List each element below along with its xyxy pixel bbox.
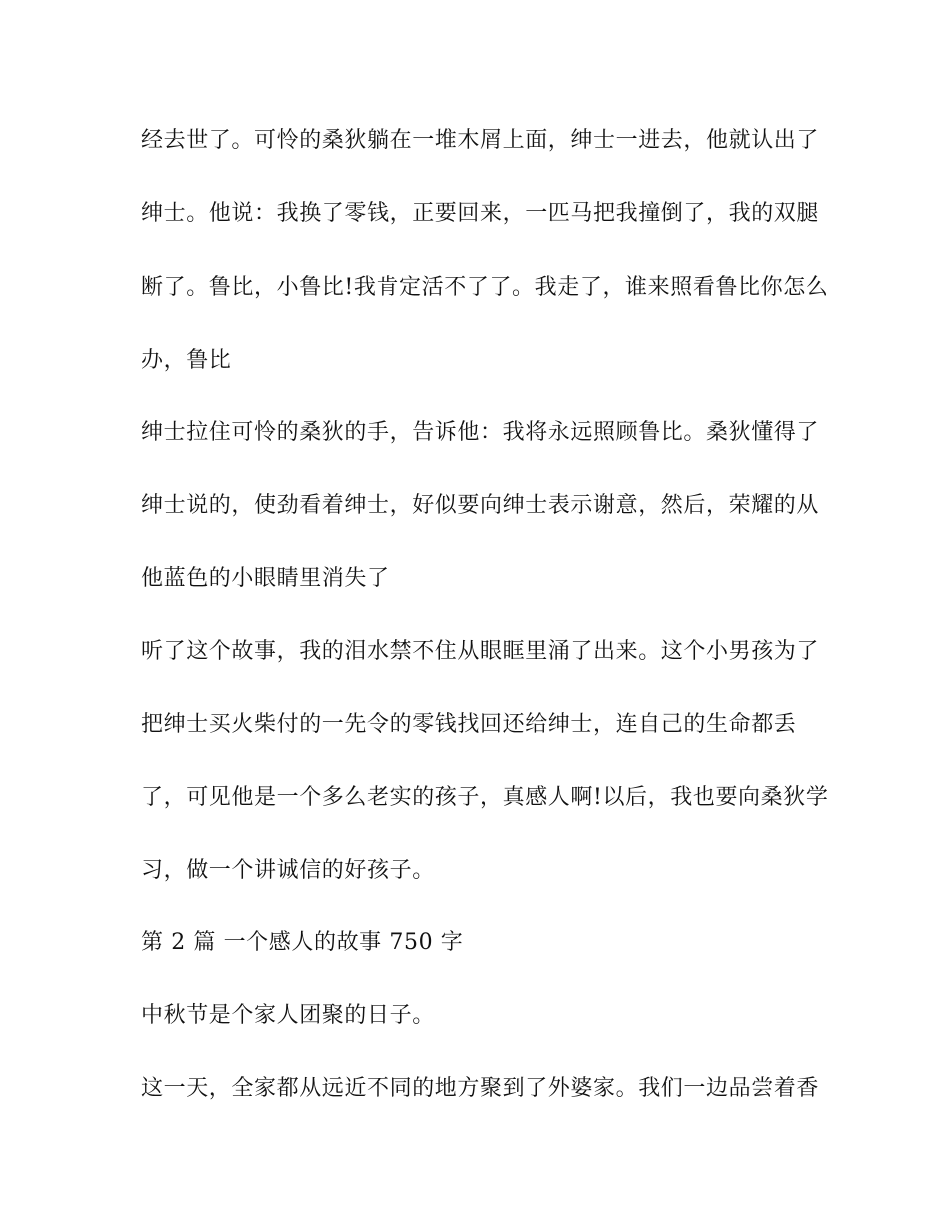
text-line: 绅士拉住可怜的桑狄的手，告诉他：我将永远照顾鲁比。桑狄懂得了 bbox=[141, 420, 820, 445]
text-line: 把绅士买火柴付的一先令的零钱找回还给绅士，连自己的生命都丢 bbox=[141, 712, 797, 737]
text-line: 他蓝色的小眼睛里消失了 bbox=[141, 566, 390, 591]
text-line: 中秋节是个家人团聚的日子。 bbox=[141, 1003, 435, 1028]
text-line: 办，鲁比 bbox=[141, 348, 232, 373]
text-line: 绅士。他说：我换了零钱，正要回来，一匹马把我撞倒了，我的双腿 bbox=[141, 201, 820, 226]
text-line: 了，可见他是一个多么老实的孩子，真感人啊!以后，我也要向桑狄学 bbox=[141, 785, 829, 810]
text-line: 这一天，全家都从远近不同的地方聚到了外婆家。我们一边品尝着香 bbox=[141, 1076, 820, 1101]
text-line: 绅士说的，使劲看着绅士，好似要向绅士表示谢意，然后，荣耀的从 bbox=[141, 493, 820, 518]
text-line: 经去世了。可怜的桑狄躺在一堆木屑上面，绅士一进去，他就认出了 bbox=[141, 128, 820, 153]
text-line: 听了这个故事，我的泪水禁不住从眼眶里涌了出来。这个小男孩为了 bbox=[141, 639, 820, 664]
text-line: 习，做一个讲诚信的好孩子。 bbox=[141, 858, 435, 883]
section-heading: 第 2 篇 一个感人的故事 750 字 bbox=[141, 930, 464, 955]
text-line: 断了。鲁比，小鲁比!我肯定活不了了。我走了，谁来照看鲁比你怎么 bbox=[141, 275, 829, 300]
